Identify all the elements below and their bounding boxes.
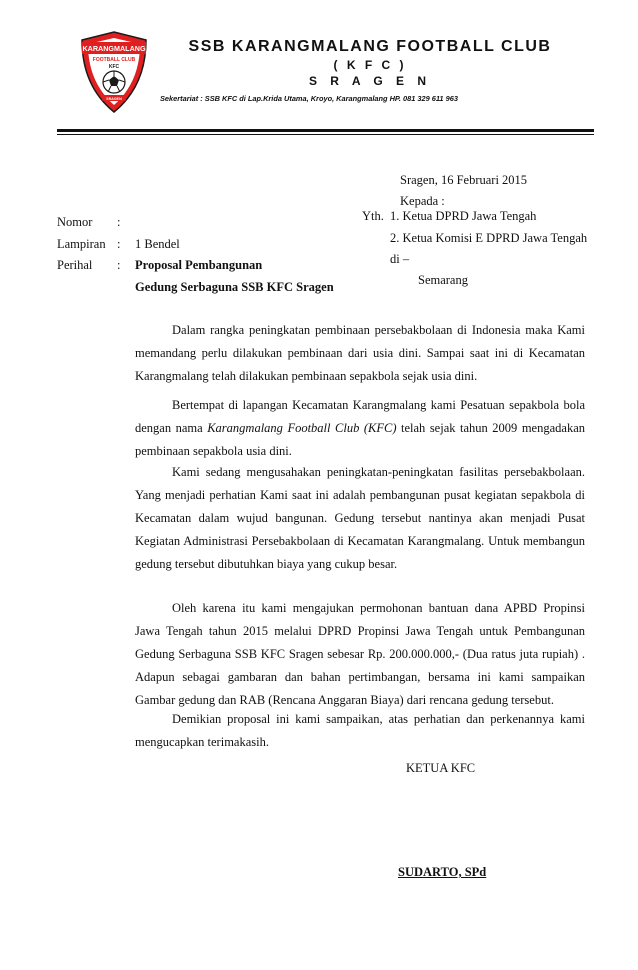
recipient-line-1: 1. Ketua DPRD Jawa Tengah: [390, 209, 537, 223]
header-rule-thin: [57, 134, 594, 135]
recipient-city: Semarang: [418, 273, 468, 287]
body-paragraph-3: Kami sedang mengusahakan peningkatan-peningkatan fasilitas persebakbolaan. Yang menjadi perhatian Kami saat ini adalah pembangunan pusat kegiatan sepakbola di Kecamatan dalam wujud bangunan. Gedung tersebut nantinya akan menjadi Pusat Kegiatan Administrasi Persebakbolaan di Kecamatan Karangmalang. Untuk membangun gedung tersebut dibutuhkan biaya yang cukup besar.: [135, 465, 585, 571]
lampiran-label: Lampiran: [57, 237, 106, 251]
recipient-yth: Yth.: [362, 209, 384, 223]
body-paragraph-1: Dalam rangka peningkatan pembinaan persebakbolaan di Indonesia maka Kami memandang perlu dilakukan pembinaan dari usia dini. Sampai saat ini di Kecamatan Karangmalang telah dilakukan pembinaan sepakbola sejak usia dini.: [135, 323, 585, 383]
p2-text-c: telah sejak tahun 2009 mengadakan pembinaan sepakbola usia dini.: [135, 421, 585, 458]
perihal-line-1: Proposal Pembangunan: [135, 258, 263, 272]
org-name: SSB KARANGMALANG FOOTBALL CLUB: [188, 38, 552, 55]
header-rule-thick: [57, 129, 594, 132]
perihal-label: Perihal: [57, 258, 93, 272]
nomor-label: Nomor: [57, 215, 93, 229]
body-paragraph-2: [135, 394, 585, 463]
crest-text-top: KARANGMALANG: [82, 44, 146, 53]
signoff-name: SUDARTO, SPd: [398, 865, 487, 879]
nomor-colon: :: [117, 215, 121, 229]
p2-club-name: Karangmalang Football Club (KFC): [207, 421, 397, 435]
lampiran-value: 1 Bendel: [135, 237, 180, 251]
perihal-line-2: Gedung Serbaguna SSB KFC Sragen: [135, 280, 334, 294]
recipient-line-2: 2. Ketua Komisi E DPRD Jawa Tengah: [390, 231, 588, 245]
crest-text-bottom: SRAGEN: [106, 97, 122, 101]
org-city: S R A G E N: [308, 74, 432, 88]
signoff-title: KETUA KFC: [406, 761, 476, 775]
org-address: Sekertariat : SSB KFC di Lap.Krida Utama, Kroyo, Karangmalang HP. 081 329 611 963: [160, 94, 458, 103]
letter-date: Sragen, 16 Februari 2015: [400, 173, 528, 187]
p2-text-a: Bertempat di lapangan Kecamatan Karangmalang kami Pesatuan sepakbola bola dengan nama: [135, 398, 585, 435]
body-paragraph-4: Oleh karena itu kami mengajukan permohonan bantuan dana APBD Propinsi Jawa Tengah tahun 2015 melalui DPRD Propinsi Jawa Tengah untuk Pembangunan Gedung Serbaguna SSB KFC Sragen sebesar Rp. 200.000.000,- (Dua ratus juta rupiah) . Adapun sebagai gambaran dan bahan pertimbangan, bersama ini kami sampaikan Gambar gedung dan RAB (Rencana Anggaran Biaya) dari rencana gedung tersebut.: [135, 601, 585, 707]
crest-text-abbr: KFC: [108, 64, 120, 70]
crest-text-mid: FOOTBALL CLUB: [92, 57, 136, 63]
body-paragraph-5: Demikian proposal ini kami sampaikan, atas perhatian dan perkenannya kami mengucapkan terimakasih.: [135, 712, 585, 749]
org-abbr: ( K F C ): [333, 58, 407, 72]
kfc-club-crest-icon: [78, 30, 150, 114]
perihal-colon: :: [117, 258, 121, 272]
lampiran-colon: :: [117, 237, 121, 251]
recipient-kepada: Kepada :: [400, 194, 445, 208]
recipient-di: di –: [390, 252, 410, 266]
